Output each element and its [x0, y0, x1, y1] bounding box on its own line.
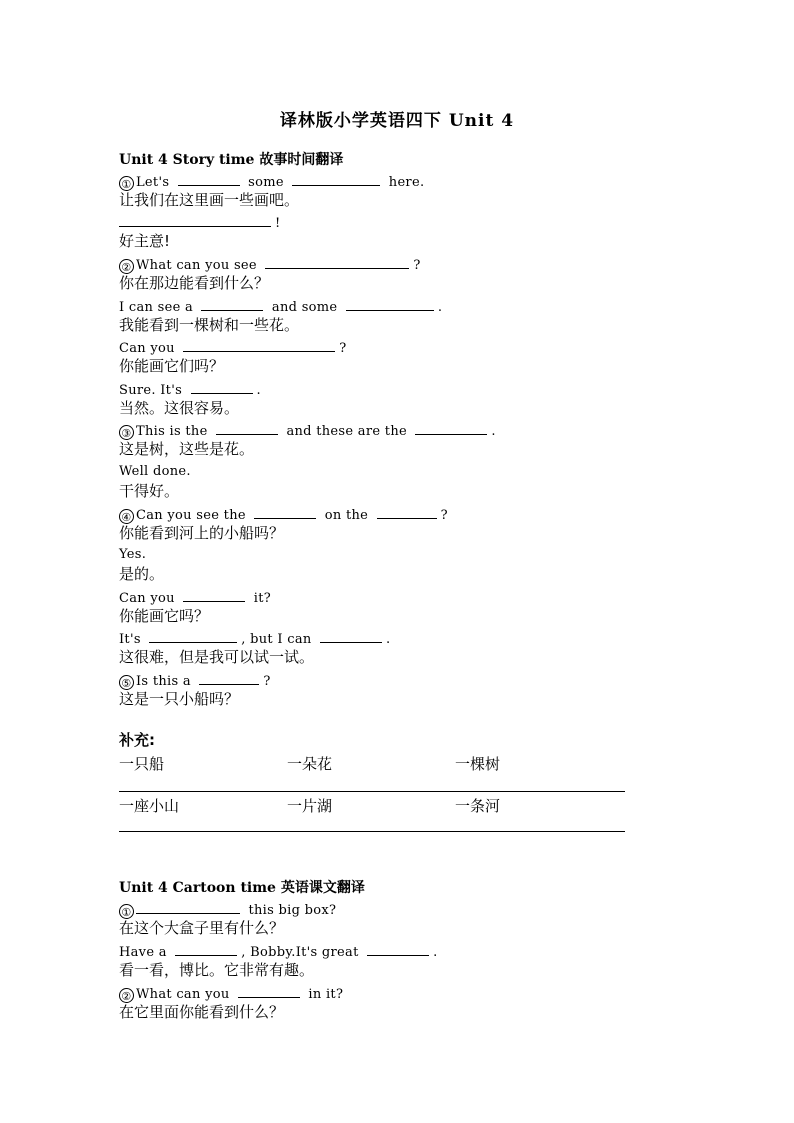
translation-line: 干得好。	[119, 482, 180, 500]
translation-line: 在它里面你能看到什么？	[119, 1003, 285, 1021]
translation-line: 在这个大盒子里有什么？	[119, 919, 285, 937]
story-line-1: ① Let's some here.	[119, 172, 424, 192]
blank[interactable]	[216, 421, 278, 435]
story-line-5: Can you ?	[119, 338, 347, 358]
translation-line: 你能画它吗？	[119, 607, 210, 625]
translation-line: 好主意!	[119, 232, 171, 250]
cartoon-line-3: ② What can you in it?	[119, 984, 343, 1004]
story-line-3: ② What can you see ?	[119, 255, 421, 275]
cartoon-line-2: Have a , Bobby.It's great .	[119, 942, 438, 962]
vocab-item: 一只船	[119, 755, 165, 773]
blank[interactable]	[377, 505, 437, 519]
story-line-9: ④ Can you see the on the ?	[119, 505, 448, 525]
translation-line: 我能看到一棵树和一些花。	[119, 316, 300, 334]
translation-line: 这是一只小船吗？	[119, 690, 240, 708]
story-line-6: Sure. It's .	[119, 380, 261, 400]
story-line-7: ③ This is the and these are the .	[119, 421, 496, 441]
story-heading: Unit 4 Story time 故事时间翻译	[119, 152, 344, 168]
blank[interactable]	[320, 629, 382, 643]
blank[interactable]	[119, 213, 271, 227]
item-number: ②	[119, 988, 134, 1003]
supplement-heading: 补充:	[119, 731, 155, 749]
blank[interactable]	[292, 172, 380, 186]
story-line-4: I can see a and some .	[119, 297, 442, 317]
vocab-item: 一座小山	[119, 797, 180, 815]
blank[interactable]	[175, 942, 237, 956]
cartoon-heading: Unit 4 Cartoon time 英语课文翻译	[119, 880, 365, 896]
blank[interactable]	[191, 380, 253, 394]
blank[interactable]	[178, 172, 240, 186]
translation-line: 当然。这很容易。	[119, 399, 240, 417]
translation-line: 你在那边能看到什么？	[119, 274, 270, 292]
vocab-item: 一棵树	[455, 755, 501, 773]
item-number: ⑤	[119, 675, 134, 690]
answer-line[interactable]	[119, 791, 625, 792]
story-line-8: Well done.	[119, 464, 191, 479]
blank[interactable]	[149, 629, 237, 643]
blank[interactable]	[367, 942, 429, 956]
vocab-item: 一片湖	[287, 797, 333, 815]
blank[interactable]	[238, 984, 300, 998]
translation-line: 这很难，但是我可以试一试。	[119, 648, 315, 666]
page-title: 译林版小学英语四下 Unit 4	[279, 111, 515, 131]
translation-line: 你能画它们吗？	[119, 357, 225, 375]
story-line-12: It's , but I can .	[119, 629, 390, 649]
blank[interactable]	[136, 900, 240, 914]
vocab-item: 一朵花	[287, 755, 333, 773]
translation-line: 看一看，博比。它非常有趣。	[119, 961, 315, 979]
blank[interactable]	[415, 421, 487, 435]
blank[interactable]	[201, 297, 263, 311]
item-number: ②	[119, 259, 134, 274]
story-line-10: Yes.	[119, 547, 147, 562]
story-line-2: !	[119, 213, 281, 233]
answer-line[interactable]	[119, 831, 625, 832]
translation-line: 你能看到河上的小船吗？	[119, 524, 285, 542]
blank[interactable]	[254, 505, 316, 519]
story-line-13: ⑤ Is this a ?	[119, 671, 271, 691]
blank[interactable]	[265, 255, 409, 269]
blank[interactable]	[346, 297, 434, 311]
vocab-item: 一条河	[455, 797, 501, 815]
item-number: ③	[119, 425, 134, 440]
translation-line: 是的。	[119, 565, 165, 583]
item-number: ①	[119, 904, 134, 919]
item-number: ④	[119, 509, 134, 524]
story-line-11: Can you it?	[119, 588, 271, 608]
item-number: ①	[119, 176, 134, 191]
blank[interactable]	[183, 338, 335, 352]
translation-line: 这是树，这些是花。	[119, 440, 255, 458]
blank[interactable]	[183, 588, 245, 602]
blank[interactable]	[199, 671, 259, 685]
translation-line: 让我们在这里画一些画吧。	[119, 191, 300, 209]
cartoon-line-1: ① this big box?	[119, 900, 336, 920]
